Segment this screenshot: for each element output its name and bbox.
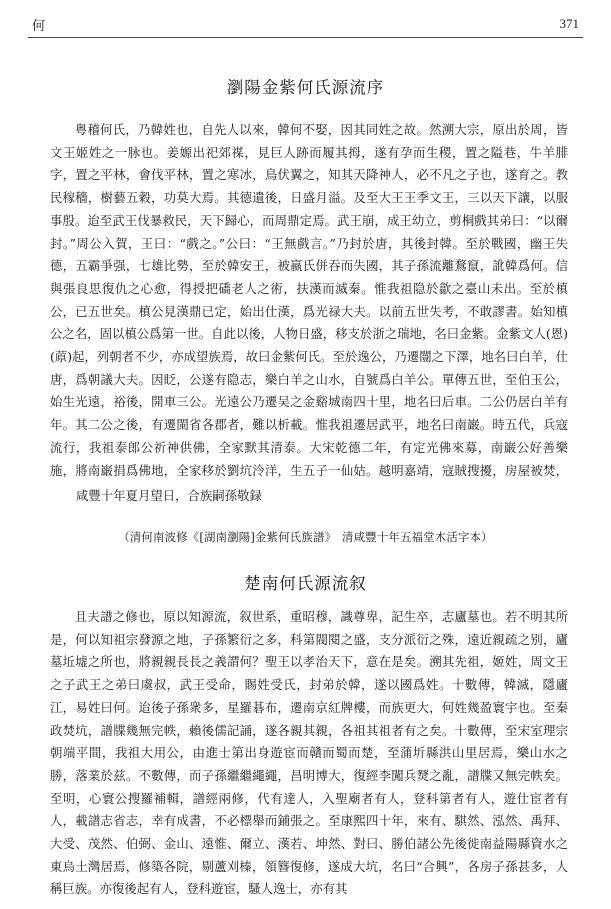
page-number: 371 <box>559 16 579 31</box>
section-body-chunan: 且夫譜之修也，原以知源流，叙世系，重昭穆，識尊卑，記生卒，志廬墓也。若不明其所是，何以知祖宗發源之地，子孫繁衍之多，科第閥閱之盛，支分派衍之殊，遠近親疏之别，廬墓坵墟之所也，將親親長長之義謂何？聖王以孝治天下，意在是矣。溯其先祖，姬姓，周文王之子武王之弟曰虞叔，武王受命，賜姓受氏，封弟於韓，遂以國爲姓。十數傳，韓滅，隱廬江，易姓曰何。迨後子孫衆多，星羅碁布，遷南京紅牌樓，而族更大，何姓幾盈寰宇也。至秦政焚坑，譜牒幾無完帙，賴後儒記誦，遂各親其親，各祖其祖者有之矣。十數傳，至宋室理宗朝端平間，我祖大用公，由進士第出身遊宦而贛而蜀而楚，至蒲圻縣洪山里居焉，樂山水之勝，落業於兹。不數傳，而子孫繼繼繩繩，昌明博大，復經李闖兵燹之亂，譜牒又無完帙矣。至明，心寰公搜羅補輯，譜經兩修，代有達人，入聖廟者有人，登科第者有人，遊仕宦者有人，載譜志省志，幸有成書，不必標舉而鋪張之。至康熙四十年，來有、騏然、泓然、禹拜、大受、茂然、伯弼、金山、遠惟、爾立、漢若、坤然、對曰、勝伯諸公先後徙南益陽縣資水之東烏土灣居焉，修築各院，剔蘆刈榛，領簪復修，遂成大坑，名曰“合興”，各房子孫甚多，人稱巨族。亦復後起有人，登科遊宦，騷人逸士，亦有其 <box>50 609 568 897</box>
signoff-line: 咸豐十年夏月望日，合族嗣孫敬録 <box>76 488 262 503</box>
section-body-liuyang: 粤稽何氏，乃韓姓也，自先人以來，韓何不娶，因其同姓之故。然溯大宗，原出於周，皆文王姬姓之一脉也。姜嫄出祀郊禖，見巨人跡而履其拇，遂有孕而生稷，置之隘巷，牛羊腓字，置之平林，會伐平林，置之寒冰，鳥伏翼之，知其天降神人，必不凡之子也，遂育之。教民稼穡，樹藝五穀，功莫大焉。其德遺後，日盛月溢。及至大王王季文王，三以天下讓，以服事殷。迨至武王伐暴救民，天下歸心，而周鼎定焉。武王崩，成王幼立，剪桐戲其弟曰：“以爾封。”周公入賀，王曰：“戲之。”公曰：“王無戲言。”乃封於唐，其後封韓。至於戰國，幽王失德，五霸爭强，七雄比勢，至於韓安王，被嬴氏併吞而失國，其子孫流離鶩竄，訛韓爲何。信與張良思復仇之心愈，得授把礄老人之術，扶漢而滅秦。惟我祖隐於歙之臺山未出。至於槙公，已五世矣。槙公見漢鼎已定，始出仕漢，爲光禄大夫。以前五世失考，不敢謬書。始知槙公之名，固以槙公爲第一世。自此以後，人物日盛，移支於浙之瑞地，名曰金紫。金紫文人(恩)(蒝)起，列朝者不少，亦成望族焉，故曰金紫何氏。至於逸公，乃遷闓之下澤，地名曰白羊，仕唐，爲朝議大夫。因眨，公遂有隐志，樂白羊之山水，自號爲白羊公。單傳五世，至伯玉公，始生光遠，裕後，開車三公。光遠公乃遷吴之金谿城南四十里，地名曰后車。二公仍居白羊有年。其二公之後，有遷閩省各郡者，難以析載。惟我祖遷居武平，地名曰南巌。時五代，兵寇流行，我祖泰郎公祈神供佛，全家默其清泰。大宋乾德二年，有定光佛來募，南巌公好善樂施，將南巌捐爲佛地，全家移於劉坑泠洋，生五子一仙姑。越明嘉靖，寇賊搜擾，房屋被焚， <box>50 122 568 478</box>
section-title-liuyang: 瀏陽金紫何氏源流序 <box>226 78 385 97</box>
running-header <box>28 15 583 38</box>
section-title-chunan: 楚南何氏源流叙 <box>244 574 367 593</box>
source-citation: （清何南波修《[湖南瀏陽]金紫何氏族譜》 清咸豐十年五福堂木活字本） <box>118 530 493 544</box>
header-surname: 何 <box>32 19 46 34</box>
